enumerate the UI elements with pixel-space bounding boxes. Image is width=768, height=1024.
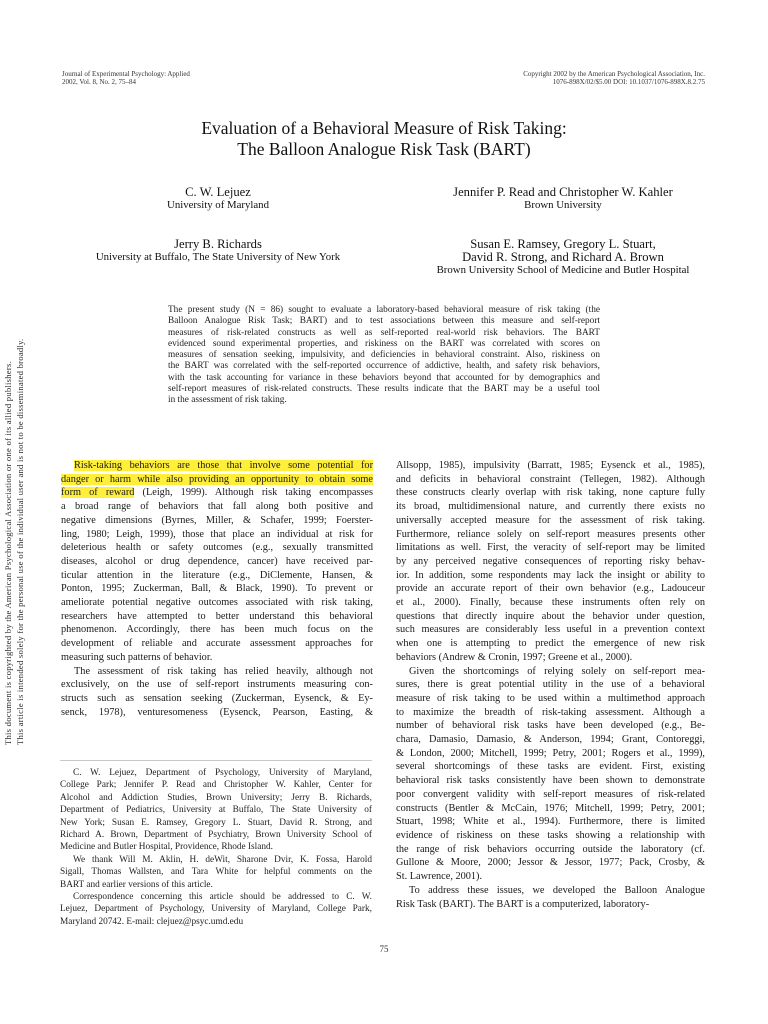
body-text: negative dimensions (Byrnes, Miller, & Schafer, 1999; Foerster-	[61, 514, 373, 526]
journal-name: Journal of Experimental Psychology: Applied	[62, 70, 190, 78]
author-affiliation: Brown University	[524, 199, 602, 211]
body-text: Department of Pediatrics, University at Buffalo, The State University of	[60, 805, 372, 816]
body-line	[396, 856, 705, 870]
author-affiliation: University of Maryland	[167, 199, 269, 211]
abstract-line: evidenced sound experimental properties, and riskiness on the BART was correlated with scores on	[168, 338, 600, 349]
body-text: number of behavioral risk tasks have been developed (e.g., Be-	[396, 720, 705, 732]
footnote-line	[60, 903, 372, 915]
body-text: & London, 2000; Mitchell, 1999; Petry, 2001; Rogers et al., 1999),	[396, 747, 705, 759]
body-text: behaviors (Andrew & Cronin, 1997; Greene et al., 2000).	[396, 651, 633, 663]
footnote-line	[60, 817, 372, 829]
body-line	[396, 760, 705, 774]
body-text: questions that directly inquire about the behavior under question,	[396, 610, 705, 622]
body-text: structs such as sensation seeking (Zuckerman, Eysenck, & Ey-	[61, 692, 373, 704]
body-column-right	[396, 459, 705, 911]
abstract-line: the BART was correlated with the self-reported occurrence of addictive, health, and safety risk behaviors,	[168, 361, 600, 372]
body-text: (Leigh, 1999). Although risk taking encompasses	[134, 487, 374, 499]
body-text: et al., 2000). Finally, because these instruments often rely on	[396, 597, 705, 609]
highlighted-text: danger or harm while also providing an opportunity to obtain some	[61, 473, 373, 485]
body-text: senck, 1978), venturesomeness (Eysenck, Pearson, Easting, &	[61, 706, 373, 718]
body-line	[61, 500, 373, 514]
author-note	[60, 767, 372, 928]
body-line	[396, 870, 705, 884]
body-text: poor convergent validity with self-report measures of risk-related	[396, 788, 705, 800]
body-text: Gullone & Moore, 2000; Jessor & Jessor, 1977; Pack, Crosby, &	[396, 857, 705, 869]
body-text: Sigall, Thomas Wallsten, and Tara White for helpful comments on the	[60, 867, 372, 878]
body-text: a broad range of behaviors that fall along both positive and	[61, 501, 373, 513]
abstract-line: with the task accounting for variance in these behaviors beyond that accounted for by demographics and	[168, 372, 600, 383]
body-line	[61, 459, 373, 473]
body-text: behavioral risk tasks consistently have been shown to demonstrate	[396, 775, 705, 787]
body-text: Correspondence concerning this article should be addressed to C. W.	[73, 892, 372, 903]
body-text: Richard A. Brown, Department of Psychiatry, Brown University School of	[60, 830, 372, 841]
body-text: limitations as well. First, the veracity of self-report may be limited	[396, 542, 705, 554]
page-number: 75	[379, 944, 389, 954]
body-line	[61, 528, 373, 542]
body-text: sures, there is great potential utility in the use of a behavioral	[396, 679, 705, 691]
journal-header	[62, 70, 190, 86]
author-block-3	[70, 238, 366, 264]
body-line	[396, 706, 705, 720]
body-text: provide an accurate report of their own behavior (e.g., Ladouceur	[396, 583, 705, 595]
body-line	[61, 569, 373, 583]
footnote-line	[60, 866, 372, 878]
side-copyright-notice: This document is copyrighted by the American Psychological Association or one of its allied publishers.	[3, 361, 13, 745]
body-text: several shortcomings of these tasks are evident. First, existing	[396, 761, 705, 773]
body-text: measure of risk taking to be used within a multimethod approach	[396, 692, 705, 704]
body-text: universally accepted measure for the assessment of risk taking.	[396, 514, 705, 526]
body-text: C. W. Lejuez, Department of Psychology, University of Maryland,	[73, 768, 372, 778]
body-line	[396, 802, 705, 816]
body-text: College Park; Jennifer P. Read and Christopher W. Kahler, Center for	[60, 780, 372, 791]
body-text: St. Lawrence, 2001).	[396, 871, 483, 883]
body-line	[396, 898, 705, 912]
author-block-1	[108, 186, 328, 212]
body-text: constructs (Bentler & McCain, 1976; Mitchell, 1999; Petry, 2001;	[396, 802, 705, 814]
body-line	[61, 692, 373, 706]
footnote-line	[60, 891, 372, 903]
body-line	[61, 555, 373, 569]
body-line	[396, 514, 705, 528]
body-line	[61, 582, 373, 596]
body-text: Medicine and Butler Hospital, Providence, Rhode Island.	[60, 842, 274, 853]
body-text: We thank Will M. Aklin, H. deWit, Sharone Dvir, K. Fossa, Harold	[73, 854, 372, 865]
body-text: development of reliable and accurate assessment approaches for	[61, 638, 373, 650]
body-line	[396, 747, 705, 761]
title-line-1: Evaluation of a Behavioral Measure of Risk Taking:	[201, 118, 567, 138]
body-text: Furthermore, reliance solely on self-report measures presents other	[396, 528, 705, 540]
body-line	[396, 459, 705, 473]
side-usage-notice: This article is intended solely for the personal use of the individual user and is not to be disseminated broadly.	[15, 338, 25, 745]
footnote-line	[60, 916, 372, 928]
title-line-2: The Balloon Analogue Risk Task (BART)	[237, 139, 531, 159]
footnote-line	[60, 767, 372, 779]
body-text: to maximize the breadth of risk-taking assessment. Although a	[396, 706, 705, 718]
body-line	[61, 610, 373, 624]
body-text: diseases, alcohol or drug dependence, cancer) have received par-	[61, 555, 373, 567]
author-name: C. W. Lejuez	[185, 185, 251, 199]
body-text: Alcohol and Addiction Studies, Brown University; Jerry B. Richards,	[60, 792, 372, 803]
body-text: New York; Susan E. Ramsey, Gregory L. Stuart, David R. Strong, and	[60, 817, 372, 828]
body-text: BART and earlier versions of this article.	[60, 879, 213, 890]
body-line	[396, 719, 705, 733]
copyright-header	[375, 70, 705, 86]
body-text: exclusively, on the use of self-report instruments measuring con-	[61, 679, 373, 691]
body-text: chara, Damasio, Damasio, & Anderson, 1994; Grant, Contoreggi,	[396, 734, 705, 746]
article-title	[0, 118, 768, 160]
body-line	[61, 706, 373, 720]
footnote-line	[60, 854, 372, 866]
abstract	[168, 305, 600, 407]
body-column-left	[61, 459, 373, 719]
author-affiliation: Brown University School of Medicine and Butler Hospital	[436, 264, 690, 276]
abstract-line: in the assessment of risk taking.	[168, 395, 287, 406]
body-text: Ponton, 1995; Zuckerman, Ball, & Black, 1990). To prevent or	[61, 583, 373, 595]
body-line	[61, 623, 373, 637]
body-text: measuring such patterns of behavior.	[61, 651, 213, 663]
highlighted-text: form of reward	[61, 487, 135, 499]
body-text: Lejuez, Department of Psychology, University of Maryland, College Park,	[60, 904, 372, 915]
body-text: To address these issues, we developed the Balloon Analogue	[409, 884, 705, 896]
body-line	[396, 500, 705, 514]
body-text: such measures are considerably less useful in a prevention context	[396, 624, 705, 636]
author-block-4	[400, 238, 726, 277]
footnote-rule	[60, 760, 372, 761]
body-line	[396, 884, 705, 898]
body-text: ling, 1980; Leigh, 1999), those that place an individual at risk for	[61, 528, 373, 540]
body-text: the range of risk behaviors occurring outside the laboratory (cf.	[396, 843, 705, 855]
body-text: phenomenon. Accordingly, there has been much focus on the	[61, 624, 373, 636]
body-text: researchers have attempted to better understand this behavioral	[61, 610, 373, 622]
body-line	[61, 665, 373, 679]
body-text: Allsopp, 1985), impulsivity (Barratt, 1985; Eysenck et al., 1985),	[396, 460, 705, 471]
body-line	[396, 692, 705, 706]
author-affiliation: University at Buffalo, The State University of New York	[95, 251, 341, 263]
abstract-line: The present study (N = 86) sought to evaluate a laboratory-based behavioral measure of risk taking (the	[168, 305, 600, 315]
body-text: when one is attempting to predict the emergence of new risk	[396, 638, 705, 650]
body-text: Stuart, 1998; White et al., 1994). Furthermore, there is limited	[396, 816, 705, 828]
body-line	[396, 665, 705, 679]
footnote-line	[60, 829, 372, 841]
journal-volume: 2002, Vol. 8, No. 2, 75–84	[62, 78, 137, 86]
body-line	[396, 774, 705, 788]
footnote-line	[60, 779, 372, 791]
body-text: ameliorate potential negative outcomes associated with risk taking,	[61, 597, 373, 609]
doi-line: 1076-898X/02/$5.00 DOI: 10.1037/1076-898X.8.2.75	[552, 78, 705, 86]
body-text: by any perceived negative consequences of reporting risky behav-	[396, 555, 705, 567]
body-line	[396, 569, 705, 583]
body-line	[396, 486, 705, 500]
author-name: David R. Strong, and Richard A. Brown	[462, 250, 664, 264]
body-line	[396, 623, 705, 637]
body-text: these constructs clearly overlap with risk taking, none capture fully	[396, 487, 705, 499]
body-text: ior. In addition, some respondents may lack the insight or ability to	[396, 569, 705, 581]
body-line	[61, 473, 373, 487]
body-line	[396, 596, 705, 610]
body-text: Given the shortcomings of relying solely on self-report mea-	[409, 665, 705, 677]
body-line	[396, 788, 705, 802]
body-line	[396, 610, 705, 624]
abstract-line: measures of risk-related constructs as well as self-reported real-world risk behaviors. The BART	[168, 327, 600, 338]
author-name: Jerry B. Richards	[174, 237, 262, 251]
body-line	[396, 528, 705, 542]
author-name: Jennifer P. Read and Christopher W. Kahler	[453, 185, 673, 199]
body-text: ticular attention in the literature (e.g., DiClemente, Hansen, &	[61, 569, 373, 581]
body-line	[396, 678, 705, 692]
body-line	[396, 582, 705, 596]
body-line	[396, 843, 705, 857]
body-text: its broad, multidimensional nature, and currently there exists no	[396, 501, 705, 513]
footnote-line	[60, 879, 372, 891]
highlighted-text: Risk-taking behaviors are those that involve some potential for	[74, 460, 373, 471]
body-line	[396, 829, 705, 843]
body-text: Risk Task (BART). The BART is a computerized, laboratory-	[396, 898, 650, 910]
body-line	[61, 637, 373, 651]
abstract-line: self-report measures of risk-related constructs. These results indicate that the BART may be a useful tool	[168, 384, 600, 395]
body-text: and deficits in behavioral constraint (Tellegen, 1982). Although	[396, 473, 705, 485]
body-line	[61, 678, 373, 692]
body-line	[396, 541, 705, 555]
body-line	[61, 596, 373, 610]
body-line	[396, 815, 705, 829]
body-line	[61, 514, 373, 528]
footnote-line	[60, 841, 372, 853]
body-line	[61, 651, 373, 665]
body-text: Maryland 20742. E-mail: clejuez@psyc.umd.edu	[60, 916, 244, 927]
body-line	[396, 473, 705, 487]
abstract-line: Balloon Analogue Risk Task; BART) and to test associations between this measure and self-report	[168, 316, 600, 327]
body-line	[396, 651, 705, 665]
author-name: Susan E. Ramsey, Gregory L. Stuart,	[470, 237, 656, 251]
footnote-line	[60, 804, 372, 816]
body-line	[61, 486, 373, 500]
footnote-line	[60, 792, 372, 804]
body-line	[396, 637, 705, 651]
body-line	[61, 541, 373, 555]
body-text: deleterious health or safety outcomes (e.g., sexually transmitted	[61, 542, 373, 554]
body-text: The assessment of risk taking has relied heavily, although not	[74, 665, 373, 677]
copyright-line: Copyright 2002 by the American Psychological Association, Inc.	[523, 70, 705, 78]
body-line	[396, 555, 705, 569]
abstract-line: measures of sensation seeking, impulsivity, and deficiencies in behavioral constraint. Also, riskiness on	[168, 350, 600, 361]
body-line	[396, 733, 705, 747]
page-bottom-margin	[0, 1008, 768, 1024]
author-block-2	[408, 186, 718, 212]
body-text: evidence of riskiness on these tasks showing a relationship with	[396, 829, 705, 841]
